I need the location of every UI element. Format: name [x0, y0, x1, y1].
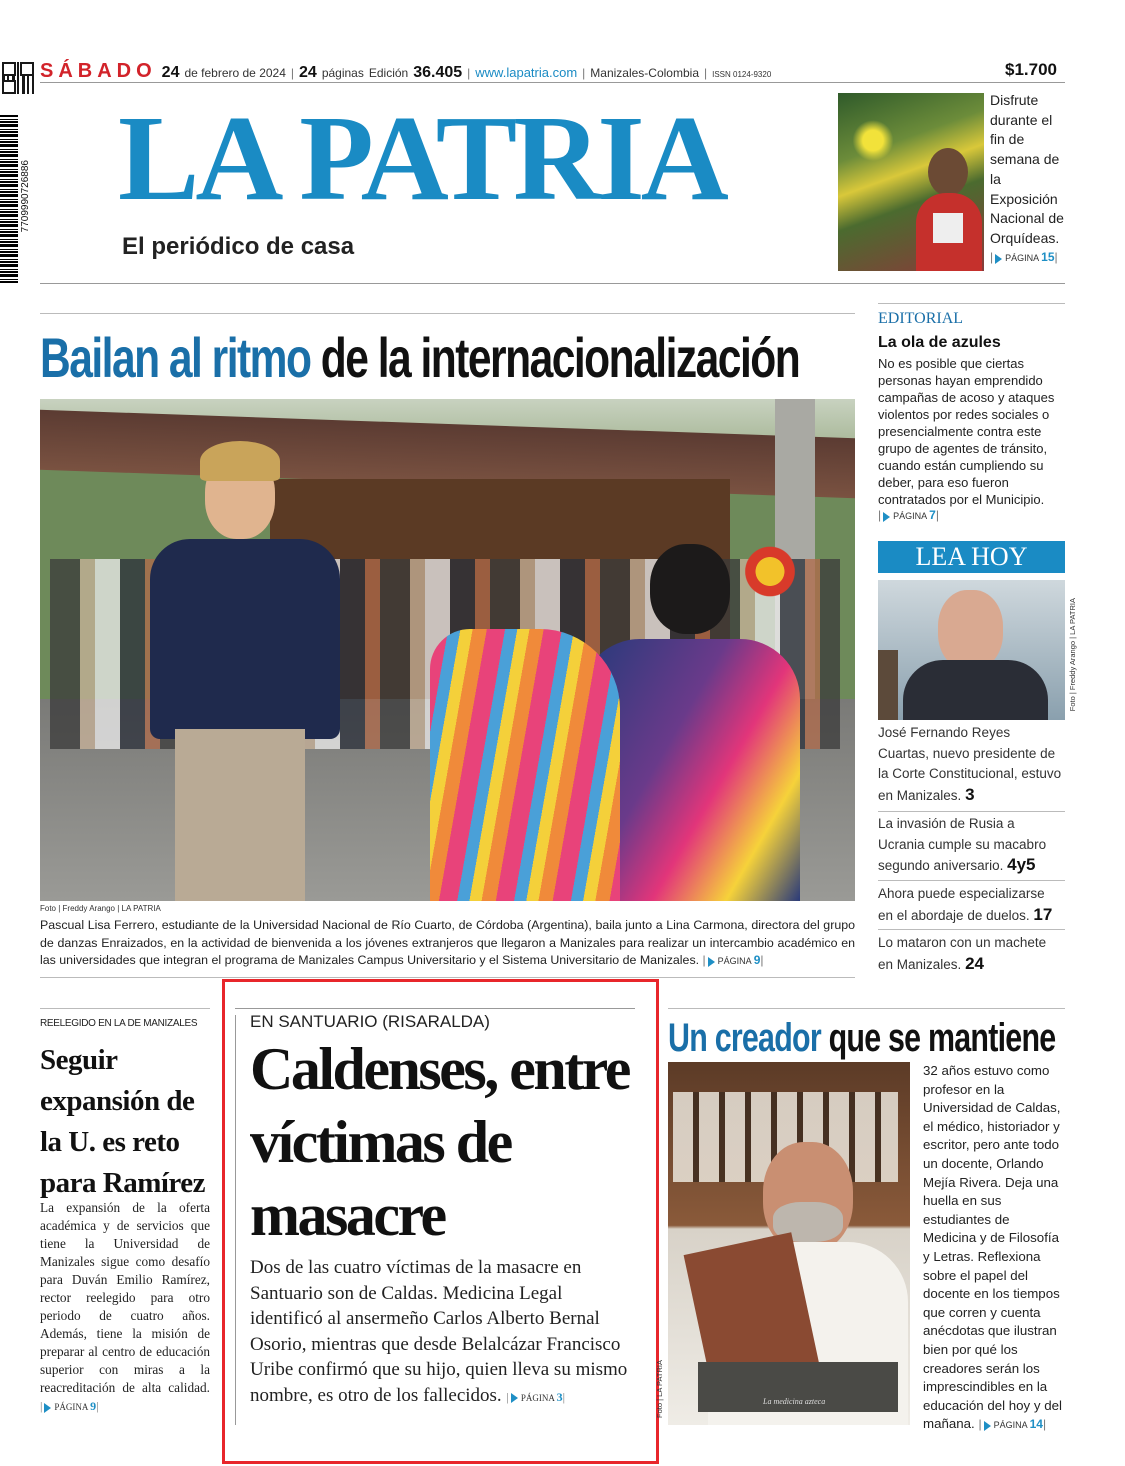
issn: ISSN 0124-9320 — [712, 70, 772, 79]
orchid-photo — [838, 93, 984, 271]
left-kicker: REELEGIDO EN LA DE MANIZALES — [40, 1018, 198, 1029]
qr-code — [2, 62, 34, 94]
editorial-page-ref[interactable]: | PÁGINA 7| — [878, 508, 939, 522]
main-caption: Pascual Lisa Ferrero, estudiante de la Universidad Nacional de Río Cuarto, de Córdoba (Argentina), baila junto a Lina Carmona, directora del grupo de danzas Enraizados, en la actividad de bienvenida a los jóvenes extranjeros que llegaron a Manizales para realizar un intercambio académico en las universidades que integran el programa de Manizales Campus Universitario y el Sistema Universitario de Manizales. | PÁGINA 9| — [40, 918, 855, 967]
location: Manizales-Colombia — [590, 66, 699, 80]
pages-num: 24 — [299, 64, 317, 81]
lea-hoy-photo — [878, 580, 1065, 720]
main-page-ref[interactable]: | PÁGINA 9| — [702, 953, 764, 967]
newspaper-title: LA PATRIA — [118, 91, 725, 226]
promo-text: Disfrute durante el fin de semana de la Exposición Nacional de Orquídeas. — [990, 92, 1064, 246]
arrow-icon — [708, 957, 715, 967]
left-headline: Seguir expansión de la U. es reto para Ramírez — [40, 1044, 205, 1199]
day-label: SÁBADO — [40, 60, 157, 82]
center-kicker: EN SANTUARIO (RISARALDA) — [250, 1012, 490, 1031]
arrow-icon — [984, 1421, 991, 1431]
arrow-icon — [883, 512, 890, 522]
right-photo — [668, 1062, 910, 1425]
center-headline: Caldenses, entre víctimas de masacre — [250, 1036, 629, 1248]
center-text: Dos de las cuatro víctimas de la masacre en Santuario son de Caldas. Medicina Legal identificó al ansermeño Carlos Alberto Bernal Osorio, mientras que desde Belalcázar Francisco Uribe confirmó que su hijo, quien lleva su mismo nombre, es otro de los fallecidos. | PÁGINA 3| — [250, 1257, 628, 1406]
promo-page-ref[interactable]: | PÁGINA 15| — [990, 250, 1058, 264]
barcode-number: 7709990726886 — [20, 160, 31, 233]
arrow-icon — [995, 254, 1002, 264]
left-page-ref[interactable]: | PÁGINA 9| — [40, 1399, 99, 1413]
price: $1.700 — [1005, 60, 1057, 79]
arrow-icon — [511, 1393, 518, 1403]
right-text: 32 años estuvo como profesor en la Universidad de Caldas, el médico, historiador y escritor, pero ante todo un docente, Orlando Mejía Rivera. Deja una huella en sus estudiantes de Medicina y de Filosofía y Letras. Reflexiona sobre el papel del docente en los tiempos que corren y cuenta anécdotas que ilustran bien por qué los creadores serán los imprescindibles en la educación del hoy y del mañana. | PÁGINA 14| — [923, 1063, 1062, 1432]
date-line: SÁBADO 24 de febrero de 2024 | 24 páginas Edición 36.405 | www.lapatria.com | Manizales-Colombia | ISSN 0124-9320 — [40, 60, 772, 82]
right-headline: Un creador que se mantiene — [668, 1016, 1056, 1060]
center-page-ref[interactable]: | PÁGINA 3| — [506, 1389, 566, 1404]
lea-hoy-title: LEA HOY — [878, 541, 1065, 573]
right-photo-credit: Foto | LA PATRIA — [655, 1360, 664, 1418]
lea-hoy-item[interactable]: Lo mataron con un machete en Manizales. 24 — [878, 935, 1047, 973]
book-title: La medicina azteca — [763, 1397, 826, 1406]
pages-word: páginas — [321, 66, 364, 80]
left-text: La expansión de la oferta académica y de servicios que tiene la Universidad de Manizales sigue como desafío para Duván Emilio Ramírez, rector reelegido para otro periodo de cuatro años. Además, tiene la misión de preparar al centro de educación superior con miras a la reacreditación de alta calidad. | PÁGINA 9| — [40, 1200, 210, 1413]
editorial-title: La ola de azules — [878, 334, 1001, 351]
lea-hoy-item[interactable]: José Fernando Reyes Cuartas, nuevo presidente de la Corte Constitucional, estuvo en Manizales. 3 — [878, 725, 1062, 804]
main-headline: Bailan al ritmo de la internacionalización — [40, 326, 800, 389]
right-page-ref[interactable]: | PÁGINA 14| — [978, 1417, 1047, 1432]
lea-hoy-item[interactable]: La invasión de Rusia a Ucrania cumple su macabro segundo aniversario. 4y5 — [878, 816, 1047, 874]
edition-num: 36.405 — [413, 64, 463, 81]
main-photo-credit: Foto | Freddy Arango | LA PATRIA — [40, 904, 161, 913]
editorial-kicker: EDITORIAL — [878, 310, 964, 327]
lea-hoy-photo-credit: Foto | Freddy Arango | LA PATRIA — [1068, 598, 1077, 712]
main-photo — [40, 399, 855, 901]
editorial-text: No es posible que ciertas personas hayan emprendido campañas de acoso y ataques violentos por redes sociales o presencialmente contra este grupo de agentes de tránsito, cuando están cumpliendo su deber, para eso fueron contratados por el Municipio. — [878, 356, 1055, 507]
website-link[interactable]: www.lapatria.com — [475, 65, 578, 80]
date-day: 24 — [161, 64, 180, 81]
tagline: El periódico de casa — [122, 233, 355, 260]
lea-hoy-item[interactable]: Ahora puede especializarse en el abordaje de duelos. 17 — [878, 886, 1053, 924]
edition-word: Edición — [368, 66, 409, 80]
arrow-icon — [44, 1403, 51, 1413]
date-rest: de febrero de 2024 — [184, 66, 286, 80]
barcode — [0, 115, 18, 283]
